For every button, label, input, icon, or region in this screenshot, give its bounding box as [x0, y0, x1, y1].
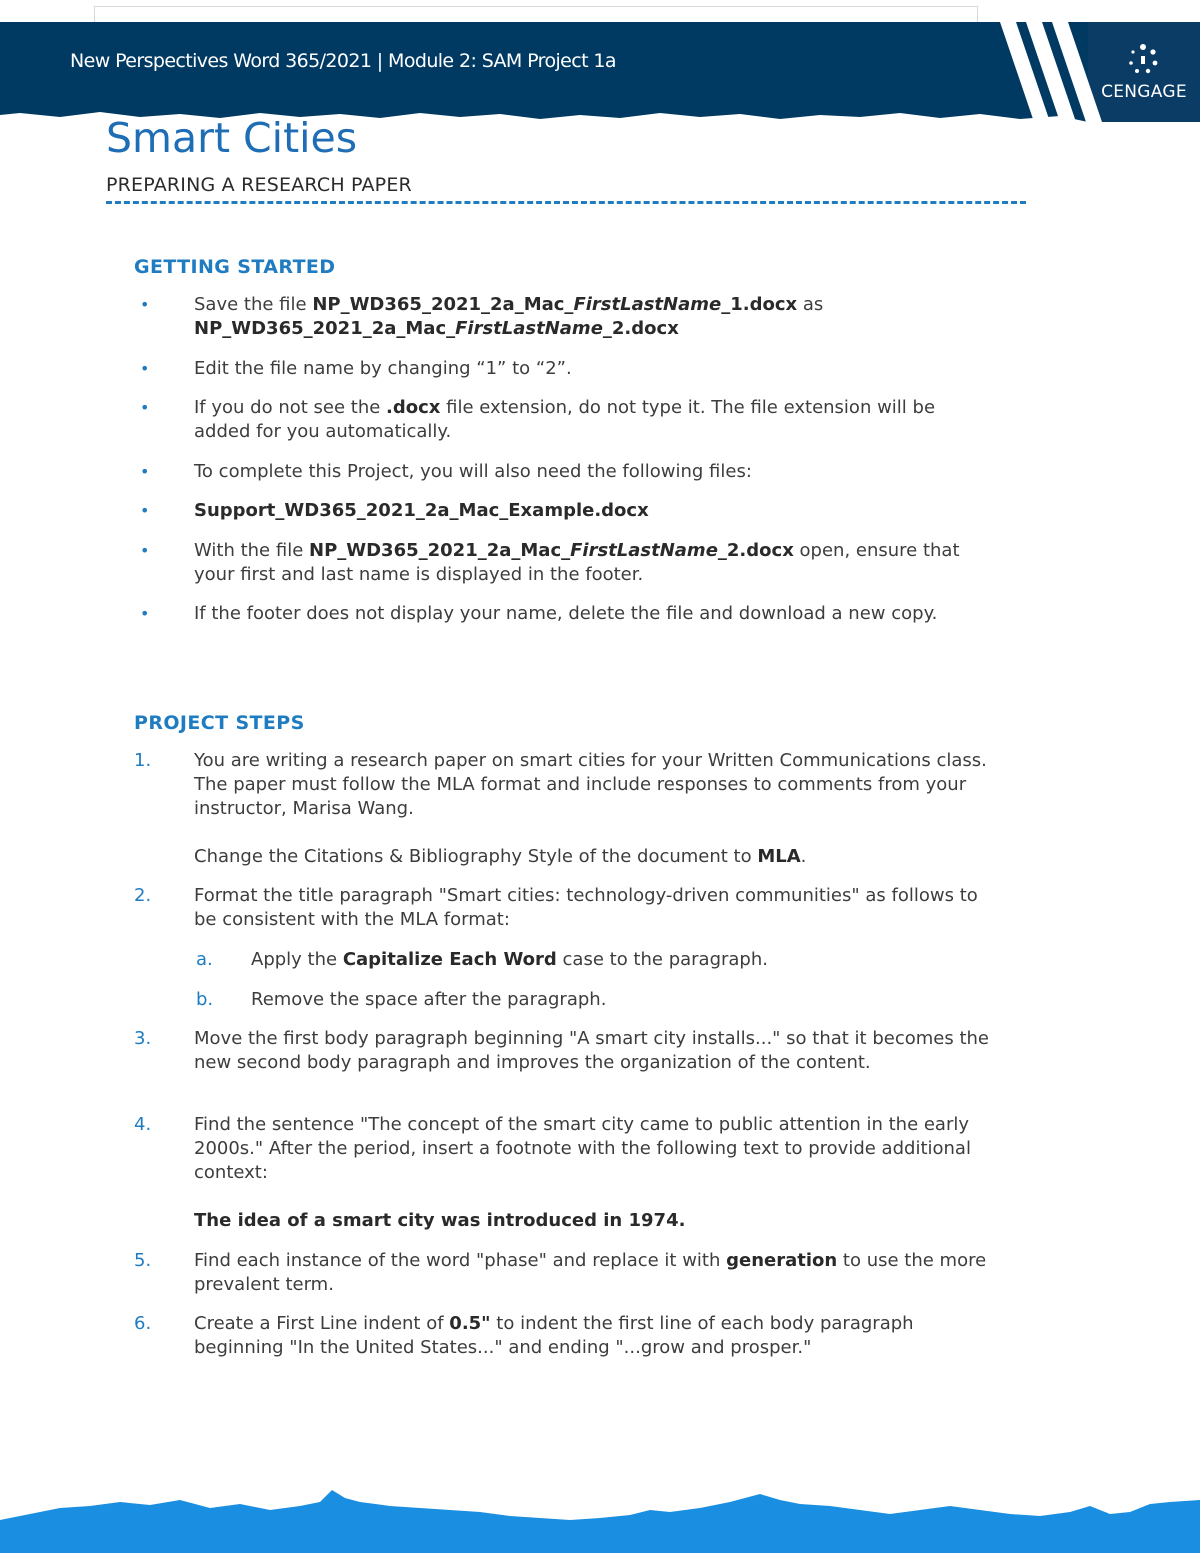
dashed-divider — [106, 201, 1026, 204]
step-text: Move the first body paragraph beginning "A smart city installs..." so that it becomes the new second body paragraph and improves the organization of the content. — [194, 1028, 989, 1073]
list-item-text: With the file NP_WD365_2021_2a_Mac_FirstLastName_2.docx open, ensure that your first and last name is displayed in the footer. — [194, 540, 960, 585]
step-text: Format the title paragraph "Smart cities: technology-driven communities" as follows to be consistent with the MLA format: — [194, 885, 978, 930]
list-item-text: To complete this Project, you will also need the following files: — [194, 461, 752, 482]
cengage-logo — [1096, 42, 1192, 108]
list-item-text: Edit the file name by changing “1” to “2”. — [194, 358, 572, 379]
footer-wave — [0, 1480, 1200, 1553]
logo-text: CENGAGE — [1101, 82, 1187, 102]
step-text: Create a First Line indent of 0.5" to indent the first line of each body paragraph beginning "In the United States..." and ending "...grow and prosper." — [194, 1313, 914, 1358]
bullet-icon: • — [140, 295, 150, 314]
sub-step-letter: a. — [196, 949, 213, 970]
sub-step-text: Remove the space after the paragraph. — [251, 989, 607, 1010]
bullet-icon: • — [140, 398, 150, 417]
document-title: Smart Cities — [106, 114, 358, 162]
cengage-logo-icon — [1126, 42, 1160, 76]
step-text: You are writing a research paper on smart cities for your Written Communications class. The paper must follow the MLA format and include responses to comments from your instructor, Marisa Wang. — [194, 750, 987, 819]
header-title: New Perspectives Word 365/2021 | Module 2: SAM Project 1a — [70, 50, 616, 72]
step-number: 5. — [134, 1250, 152, 1271]
step-extra-paragraph: The idea of a smart city was introduced in 1974. — [194, 1210, 686, 1231]
list-item-text: If you do not see the .docx file extension, do not type it. The file extension will be added for you automatically. — [194, 397, 936, 442]
sub-step-letter: b. — [196, 989, 214, 1010]
project-steps-heading: PROJECT STEPS — [134, 712, 305, 734]
sub-step-text: Apply the Capitalize Each Word case to the paragraph. — [251, 949, 768, 970]
step-text: Find each instance of the word "phase" and replace it with generation to use the more prevalent term. — [194, 1250, 987, 1295]
step-number: 3. — [134, 1028, 152, 1049]
bullet-icon: • — [140, 604, 150, 623]
step-number: 2. — [134, 885, 152, 906]
step-number: 6. — [134, 1313, 152, 1334]
bullet-icon: • — [140, 541, 150, 560]
header-band-shape — [0, 22, 1088, 122]
list-item-text: Save the file NP_WD365_2021_2a_Mac_FirstLastName_1.docx as NP_WD365_2021_2a_Mac_FirstLastName_2.docx — [194, 294, 824, 339]
list-item-text: Support_WD365_2021_2a_Mac_Example.docx — [194, 500, 649, 521]
bullet-icon: • — [140, 462, 150, 481]
bullet-icon: • — [140, 359, 150, 378]
step-text: Find the sentence "The concept of the smart city came to public attention in the early 2000s." After the period, insert a footnote with the following text to provide additional context: — [194, 1114, 971, 1183]
bullet-icon: • — [140, 501, 150, 520]
getting-started-heading: GETTING STARTED — [134, 256, 336, 278]
step-number: 4. — [134, 1114, 152, 1135]
list-item-text: If the footer does not display your name, delete the file and download a new copy. — [194, 603, 938, 624]
step-extra-paragraph: Change the Citations & Bibliography Style of the document to MLA. — [194, 846, 807, 867]
footer-wave-shape — [0, 1490, 1200, 1553]
step-number: 1. — [134, 750, 152, 771]
document-subtitle: PREPARING A RESEARCH PAPER — [106, 174, 412, 196]
header-band — [0, 22, 1200, 122]
